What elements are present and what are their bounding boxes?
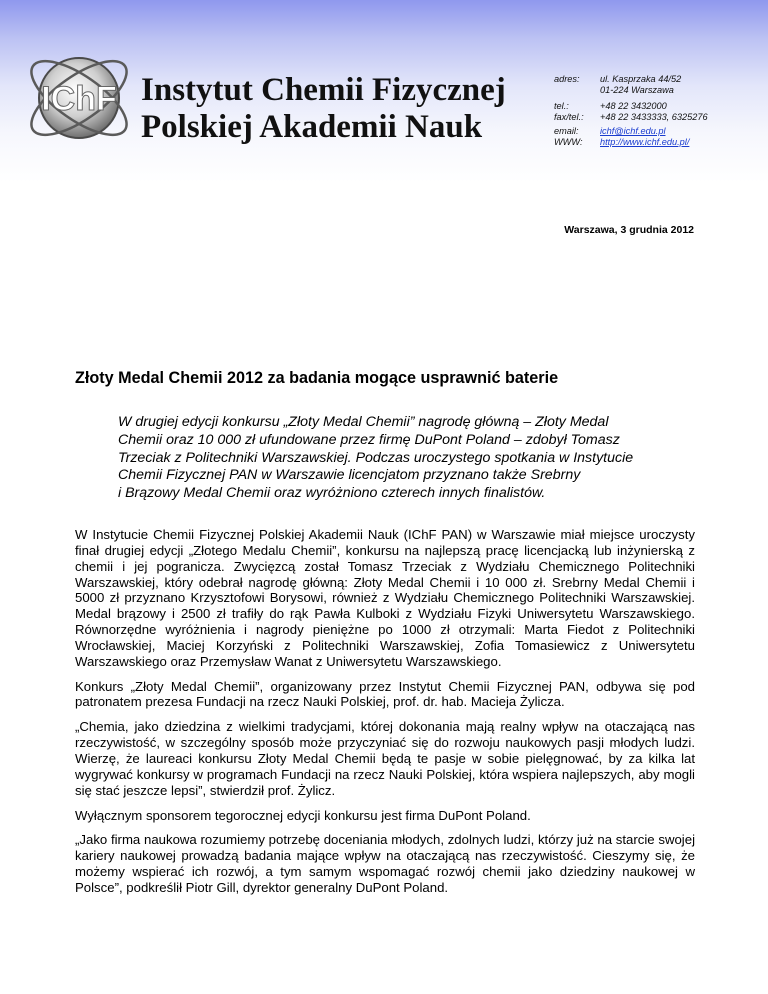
fax-value: +48 22 3433333, 6325276 <box>600 111 708 122</box>
tel-label: tel.: <box>554 101 569 111</box>
ichf-logo <box>20 44 138 152</box>
lead-paragraph <box>118 414 683 503</box>
email-label: email: <box>554 126 579 136</box>
lead-line: Trzeciak z Politechniki Warszawskiej. Podczas uroczystego spotkania w Instytucie <box>118 449 634 466</box>
institute-name-line2: Polskiej Akademii Nauk <box>141 109 483 145</box>
institute-name <box>141 72 541 146</box>
body-paragraph: „Jako firma naukowa rozumiemy potrzebę doceniania młodych, zdolnych ludzi, którzy już na starcie swojej kariery naukowej prowadzą badania mające wpływ na otaczającą nas rzeczywistość. Cieszymy się, że możemy wspierać ich rozwój, a tym samym wspomagać rozwój chemii jako dziedziny naukowej w Polsce”, podkreślił Piotr Gill, dyrektor generalny DuPont Poland. <box>75 832 695 895</box>
address-line1: ul. Kasprzaka 44/52 <box>600 74 682 84</box>
contact-block <box>554 74 708 150</box>
body-paragraph: Wyłącznym sponsorem tegorocznej edycji konkursu jest firma DuPont Poland. <box>75 807 531 823</box>
www-label: WWW: <box>554 136 583 147</box>
lead-line: Chemii oraz 10 000 zł ufundowane przez firmę DuPont Poland – zdobył Tomasz <box>118 431 620 448</box>
email-link[interactable]: ichf@ichf.edu.pl <box>600 126 666 136</box>
lead-line: W drugiej edycji konkursu „Złoty Medal Chemii” nagrodę główną – Złoty Medal <box>118 414 609 430</box>
lead-line: i Brązowy Medal Chemii oraz wyróżniono czterech innych finalistów. <box>118 485 546 502</box>
article-headline: Złoty Medal Chemii 2012 za badania mogące usprawnić baterie <box>75 369 559 387</box>
address-line2: 01-224 Warszawa <box>600 84 674 95</box>
logo-lettering: IChF <box>41 80 117 118</box>
body-paragraph: „Chemia, jako dziedzina z wielkimi tradycjami, której dokonania mają realny wpływ na otaczającą nas rzeczywistość, w szczególny sposób może przyczyniać się do rozwoju naukowych pasji młodych ludzi. Wierzę, że laureaci konkursu Złoty Medal Chemii będą te pasje w sobie pielęgnować, by za kilka lat wygrywać konkursy w programach Fundacji na rzecz Nauki Polskiej, która wspiera najlepszych, aby mogli się stać jeszcze lepsi”, stwierdził prof. Żylicz. <box>75 719 695 798</box>
institute-name-line1: Instytut Chemii Fizycznej <box>141 72 506 108</box>
body-paragraph: Konkurs „Złoty Medal Chemii”, organizowany przez Instytut Chemii Fizycznej PAN, odbywa się pod patronatem prezesa Fundacji na rzecz Nauki Polskiej, prof. dr. hab. Macieja Żylicza. <box>75 678 695 710</box>
address-label: adres: <box>554 74 580 84</box>
dateline: Warszawa, 3 grudnia 2012 <box>564 224 694 236</box>
tel-value: +48 22 3432000 <box>600 101 667 111</box>
lead-line: Chemii Fizycznej PAN w Warszawie licencjatom przyznano także Srebrny <box>118 467 581 484</box>
fax-label: fax/tel.: <box>554 111 584 122</box>
website-link[interactable]: http://www.ichf.edu.pl/ <box>600 136 690 147</box>
article-body <box>75 527 695 905</box>
address-value <box>600 74 681 95</box>
body-paragraph: W Instytucie Chemii Fizycznej Polskiej Akademii Nauk (IChF PAN) w Warszawie miał miejsce uroczysty finał drugiej edycji „Złotego Medalu Chemii”, konkursu na najlepszą pracę licencjacką lub inżynierską z chemii i jej pogranicza. Zwycięzcą został Tomasz Trzeciak z Wydziału Chemicznego Politechniki Warszawskiej, który odebrał nagrodę główną: Złoty Medal Chemii i 10 000 zł. Srebrny Medal Chemii i 5000 zł przyznano Krzysztofowi Borysowi, również z Wydziału Chemicznego Politechniki Warszawskiej. Medal brązowy i 2500 zł trafiły do rąk Pawła Kulboki z Wydziału Fizyki Uniwersytetu Warszawskiego. Równorzędne wyróżnienia i nagrody pieniężne po 1000 zł otrzymali: Marta Fiedot z Politechniki Wrocławskiej, Maciej Korzyński z Politechniki Warszawskiej, Zofia Tomasiewicz z Uniwersytetu Warszawskiego oraz Przemysław Wanat z Uniwersytetu Warszawskiego. <box>75 527 695 669</box>
